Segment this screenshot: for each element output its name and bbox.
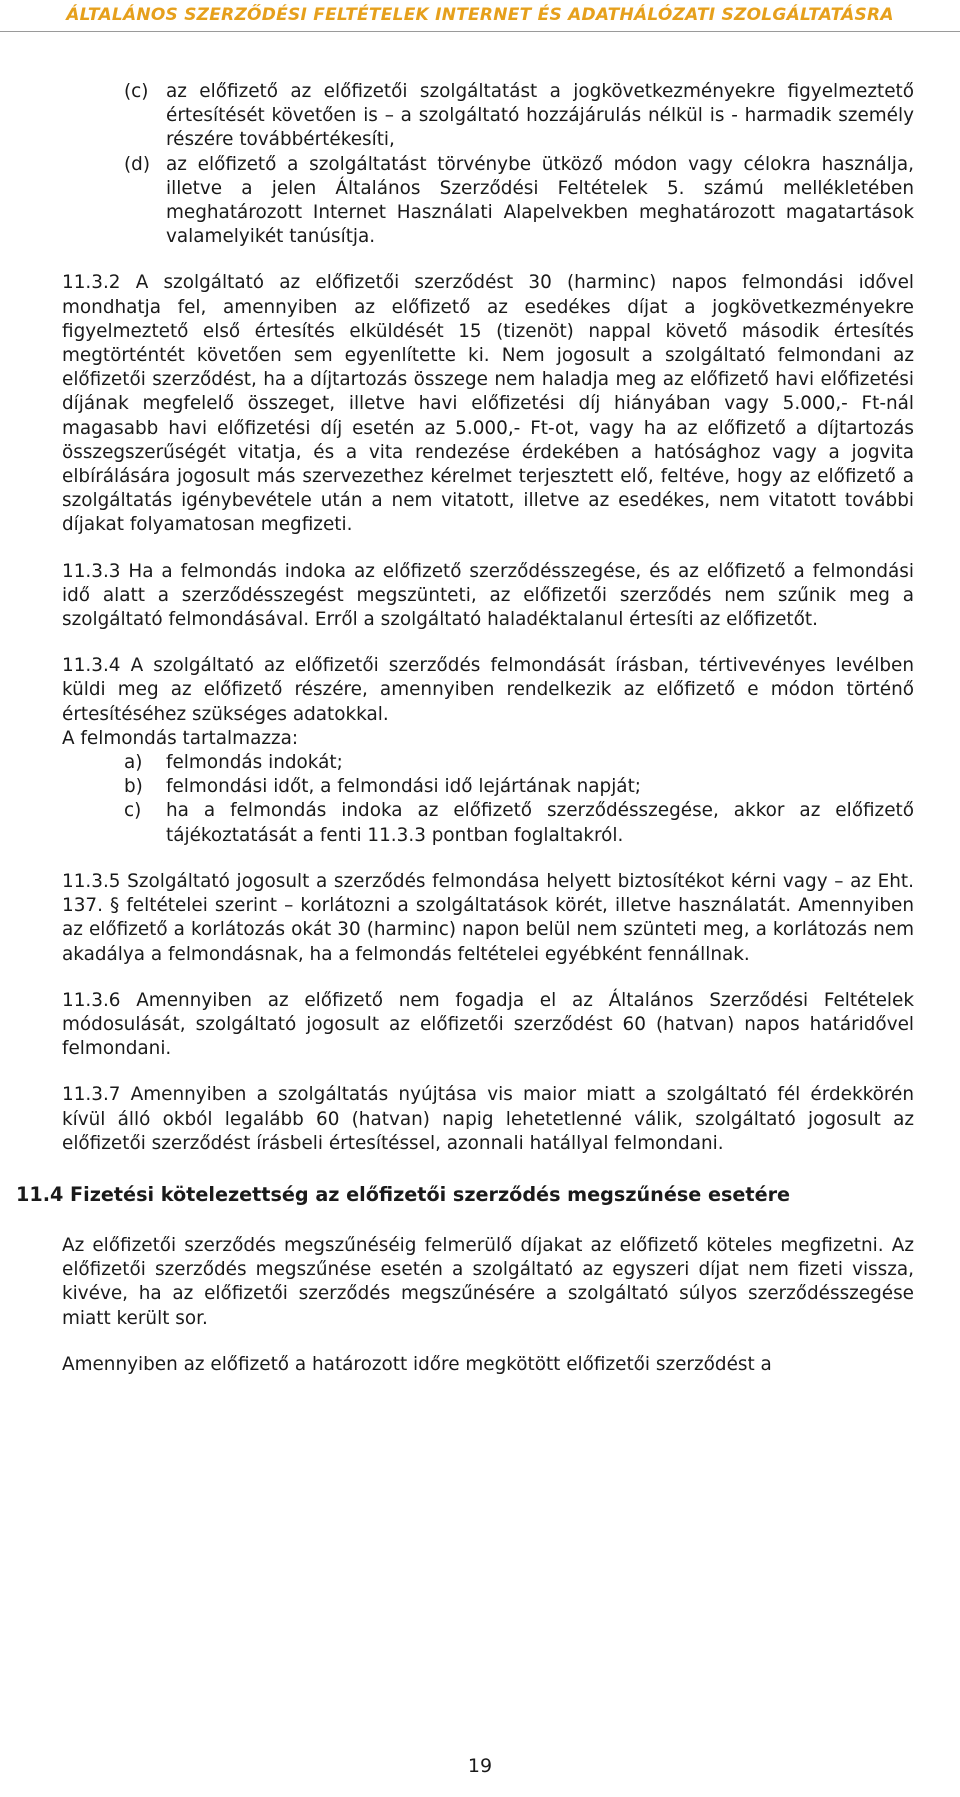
- paragraph-11-4-1: Az előfizetői szerződés megszűnéséig felmerülő díjakat az előfizető köteles megfizetni. Az előfizetői szerződés megszűnése esetén a szolgáltató az egyszeri díjat nem fizeti vissza, kivéve, ha az előfizetői szerződés megszűnésére a szolgáltató súlyos szerződésszegése miatt került sor.: [62, 1234, 914, 1329]
- paragraph-11-3-3: 11.3.3 Ha a felmondás indoka az előfizető szerződésszegése, és az előfizető a felmondási idő alatt a szerződésszegést megszünteti, az előfizetői szerződés nem szűnik meg a szolgáltató felmondásával. Erről a szolgáltató haladéktalanul értesíti az előfizetőt.: [62, 560, 914, 631]
- list-item-b: [124, 775, 914, 799]
- list-marker: b): [124, 776, 143, 798]
- running-header: ÁLTALÁNOS SZERZŐDÉSI FELTÉTELEK INTERNET ÉS ADATHÁLÓZATI SZOLGÁLTATÁSRA: [66, 5, 894, 25]
- list-item-text: felmondási időt, a felmondási idő lejártának napját;: [166, 776, 641, 798]
- list-item-text: az előfizető a szolgáltatást törvénybe ütköző módon vagy célokra használja, illetve a jelen Általános Szerződési Feltételek 5. számú mellékletében meghatározott Internet Használati Alapelvekben meghatározott magatartások valamelyikét tanúsítja.: [166, 153, 914, 248]
- paragraph-11-4-2: Amennyiben az előfizető a határozott időre megkötött előfizetői szerződést a: [62, 1353, 772, 1375]
- notice-contents-list: [124, 751, 914, 848]
- list-item-text: felmondás indokát;: [166, 752, 343, 774]
- section-heading-11-4: 11.4 Fizetési kötelezettség az előfizetői szerződés megszűnése esetére: [16, 1182, 791, 1206]
- list-item-d: [124, 153, 914, 250]
- paragraph-11-3-4-lead: A felmondás tartalmazza:: [62, 727, 299, 749]
- list-item-c: [124, 799, 914, 847]
- paragraph-11-3-7: 11.3.7 Amennyiben a szolgáltatás nyújtása vis maior miatt a szolgáltató fél érdekkörén kívül álló okból legalább 60 (hatvan) napig lehetetlenné válik, szolgáltató jogosult az előfizetői szerződést írásbeli értesítéssel, azonnali hatállyal felmondani.: [62, 1084, 914, 1154]
- list-item-c: [124, 80, 914, 153]
- paragraph-11-3-2: 11.3.2 A szolgáltató az előfizetői szerződést 30 (harminc) napos felmondási idővel mondhatja fel, amennyiben az előfizető az esedékes díjat a jogkövetkezményekre figyelmeztető első értesítés elküldését 15 (tizenöt) nappal követő második értesítés megtörténtét követően sem egyenlítette ki. Nem jogosult a szolgáltató felmondani az előfizetői szerződést, ha a díjtartozás összege nem haladja meg az előfizető havi előfizetési díjának megfelelő összeget, illetve havi előfizetési díj hiányában vagy 5.000,- Ft-nál magasabb havi előfizetési díj esetén az 5.000,- Ft-ot, vagy ha az előfizető a díjtartozás összegszerűségét vitatja, és a vita rendezése érdekében a hatósághoz vagy a jogvita elbírálására jogosult más szervezethez kérelmet terjesztett elő, feltéve, hogy az előfizető a szolgáltatás igénybevétele után a nem vitatott, illetve az esedékes, nem vitatott további díjakat folyamatosan megfizeti.: [62, 272, 914, 536]
- list-item-text: az előfizető az előfizetői szolgáltatást a jogkövetkezményekre figyelmeztető értesítését követően is – a szolgáltató hozzájárulás nélkül is - harmadik személy részére továbbértékesíti,: [166, 81, 914, 151]
- paragraph-11-3-5: 11.3.5 Szolgáltató jogosult a szerződés felmondása helyett biztosítékot kérni vagy – az Eht. 137. § feltételei szerint – korlátozni a szolgáltatások körét, illetve használatát. Amennyiben az előfizető a korlátozás okát 30 (harminc) napon belül nem szünteti meg, a korlátozás nem akadálya a felmondásnak, ha a felmondás feltételei egyébként fennállnak.: [62, 870, 914, 965]
- list-marker: (d): [124, 153, 151, 175]
- list-marker: c): [124, 800, 142, 822]
- list-item-text: ha a felmondás indoka az előfizető szerződésszegése, akkor az előfizető tájékoztatását a fenti 11.3.3 pontban foglaltakról.: [166, 800, 914, 846]
- list-marker: a): [124, 752, 143, 774]
- termination-reasons-list: [124, 80, 914, 249]
- paragraph-11-3-6: 11.3.6 Amennyiben az előfizető nem fogadja el az Általános Szerződési Feltételek módosulását, szolgáltató jogosult az előfizetői szerződést 60 (hatvan) napos határidővel felmondani.: [62, 989, 914, 1060]
- list-marker: (c): [124, 81, 149, 102]
- page-number: 19: [467, 1755, 493, 1777]
- header-rule: [0, 31, 960, 32]
- list-item-a: [124, 751, 914, 775]
- document-body: [0, 80, 960, 1377]
- paragraph-11-3-4: 11.3.4 A szolgáltató az előfizetői szerződés felmondását írásban, tértivevényes levélben küldi meg az előfizető részére, amennyiben rendelkezik az előfizető e módon történő értesítéséhez szükséges adatokkal.: [62, 655, 914, 725]
